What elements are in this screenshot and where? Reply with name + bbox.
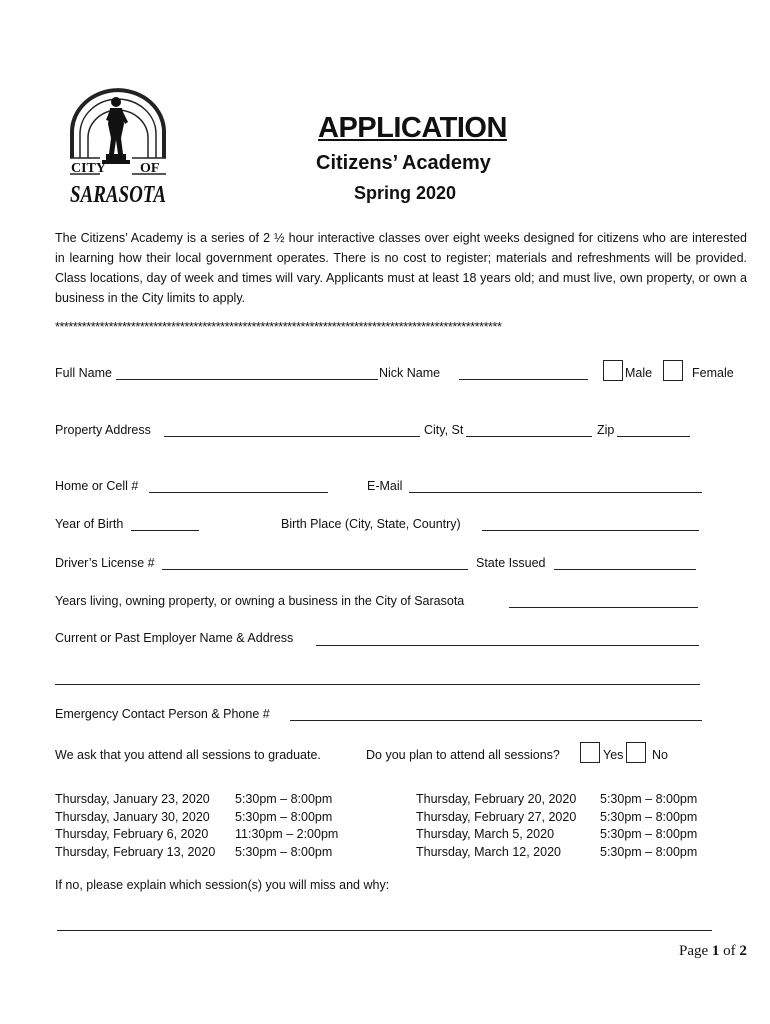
full-name-field[interactable] [116,379,378,380]
logo-of-text: OF [140,161,160,176]
session-row [416,844,697,862]
session-time: 5:30pm – 8:00pm [235,809,333,824]
nick-name-label: Nick Name [379,366,441,380]
property-address-label: Property Address [55,423,151,437]
year-of-birth-label: Year of Birth [55,517,124,531]
program-term: Spring 2020 [354,183,457,203]
email-field[interactable] [409,492,702,493]
emergency-contact-field[interactable] [290,720,702,721]
male-label: Male [625,366,653,380]
session-time: 5:30pm – 8:00pm [235,844,333,859]
schedule-right [416,791,697,861]
city-of-sarasota-logo [66,88,170,210]
of-label: of [723,943,736,959]
session-date: Thursday, January 23, 2020 [55,792,210,806]
birth-place-field[interactable] [482,530,699,531]
years-living-field[interactable] [509,607,698,608]
explain-label: If no, please explain which session(s) you will miss and why: [55,878,390,892]
state-issued-label: State Issued [476,556,546,570]
session-row [55,809,338,827]
year-of-birth-field[interactable] [131,530,199,531]
statue-arch-logo-icon [66,88,170,210]
session-row [55,826,338,844]
intro-paragraph: The Citizens’ Academy is a series of 2 ½ hour interactive classes over eight weeks designed for citizens who are interested in learning how their local government operates. There is no cost to register; materials and refreshments will be provided. Class locations, day of week and times will vary. Applicants must at least 18 years old; and must live, own property, or own a business in the City limits to apply. [55,231,747,305]
employer-field[interactable] [316,645,699,646]
session-date: Thursday, March 12, 2020 [416,844,561,859]
email-label: E-Mail [367,479,403,493]
female-checkbox[interactable] [663,360,683,381]
separator-line: **************************************************************************************************** [55,320,502,334]
attend-no-label: No [652,748,668,762]
session-time: 5:30pm – 8:00pm [600,827,698,841]
session-date: Thursday, January 30, 2020 [55,809,210,824]
session-date: Thursday, February 13, 2020 [55,844,216,859]
session-row [416,791,697,809]
drivers-license-label: Driver’s License # [55,556,155,570]
current-page: 1 [711,943,720,959]
full-name-label: Full Name [55,366,112,380]
page-title: APPLICATION [318,112,507,144]
session-time: 5:30pm – 8:00pm [600,844,698,859]
state-issued-field[interactable] [554,569,696,570]
emergency-contact-label: Emergency Contact Person & Phone # [55,707,270,721]
property-address-field[interactable] [164,436,420,437]
program-name: Citizens’ Academy [316,152,491,174]
session-date: Thursday, March 5, 2020 [416,827,555,841]
attend-yes-label: Yes [603,748,624,762]
city-st-label: City, St [424,423,464,437]
attend-no-checkbox[interactable] [626,742,646,763]
birth-place-label: Birth Place (City, State, Country) [281,517,461,531]
session-row [416,809,697,827]
session-time: 5:30pm – 8:00pm [600,809,698,824]
schedule-left [55,791,338,861]
attend-question: Do you plan to attend all sessions? [366,748,560,762]
employer-label: Current or Past Employer Name & Address [55,631,294,645]
page-number [679,943,747,960]
zip-field[interactable] [617,436,690,437]
employer-field-line-2[interactable] [55,684,700,685]
session-row [55,791,338,809]
nick-name-field[interactable] [459,379,588,380]
home-cell-field[interactable] [149,492,328,493]
city-st-field[interactable] [466,436,592,437]
session-date: Thursday, February 20, 2020 [416,792,577,806]
session-row [55,844,338,862]
session-time: 5:30pm – 8:00pm [235,792,333,806]
female-label: Female [692,366,734,380]
drivers-license-field[interactable] [162,569,468,570]
session-row [416,826,697,844]
page-label: Page [679,943,709,959]
zip-label: Zip [597,423,615,437]
session-date: Thursday, February 27, 2020 [416,809,577,824]
home-cell-label: Home or Cell # [55,479,139,493]
logo-sarasota-text: SARASOTA [70,182,166,208]
explain-field[interactable] [57,930,712,931]
total-pages: 2 [739,943,747,959]
attend-yes-checkbox[interactable] [580,742,600,763]
male-checkbox[interactable] [603,360,623,381]
attend-note: We ask that you attend all sessions to graduate. [55,748,321,762]
logo-city-text: CITY [71,161,107,176]
session-time: 11:30pm – 2:00pm [235,827,339,841]
session-time: 5:30pm – 8:00pm [600,792,698,806]
years-living-label: Years living, owning property, or owning a business in the City of Sarasota [55,594,465,608]
session-date: Thursday, February 6, 2020 [55,827,209,841]
